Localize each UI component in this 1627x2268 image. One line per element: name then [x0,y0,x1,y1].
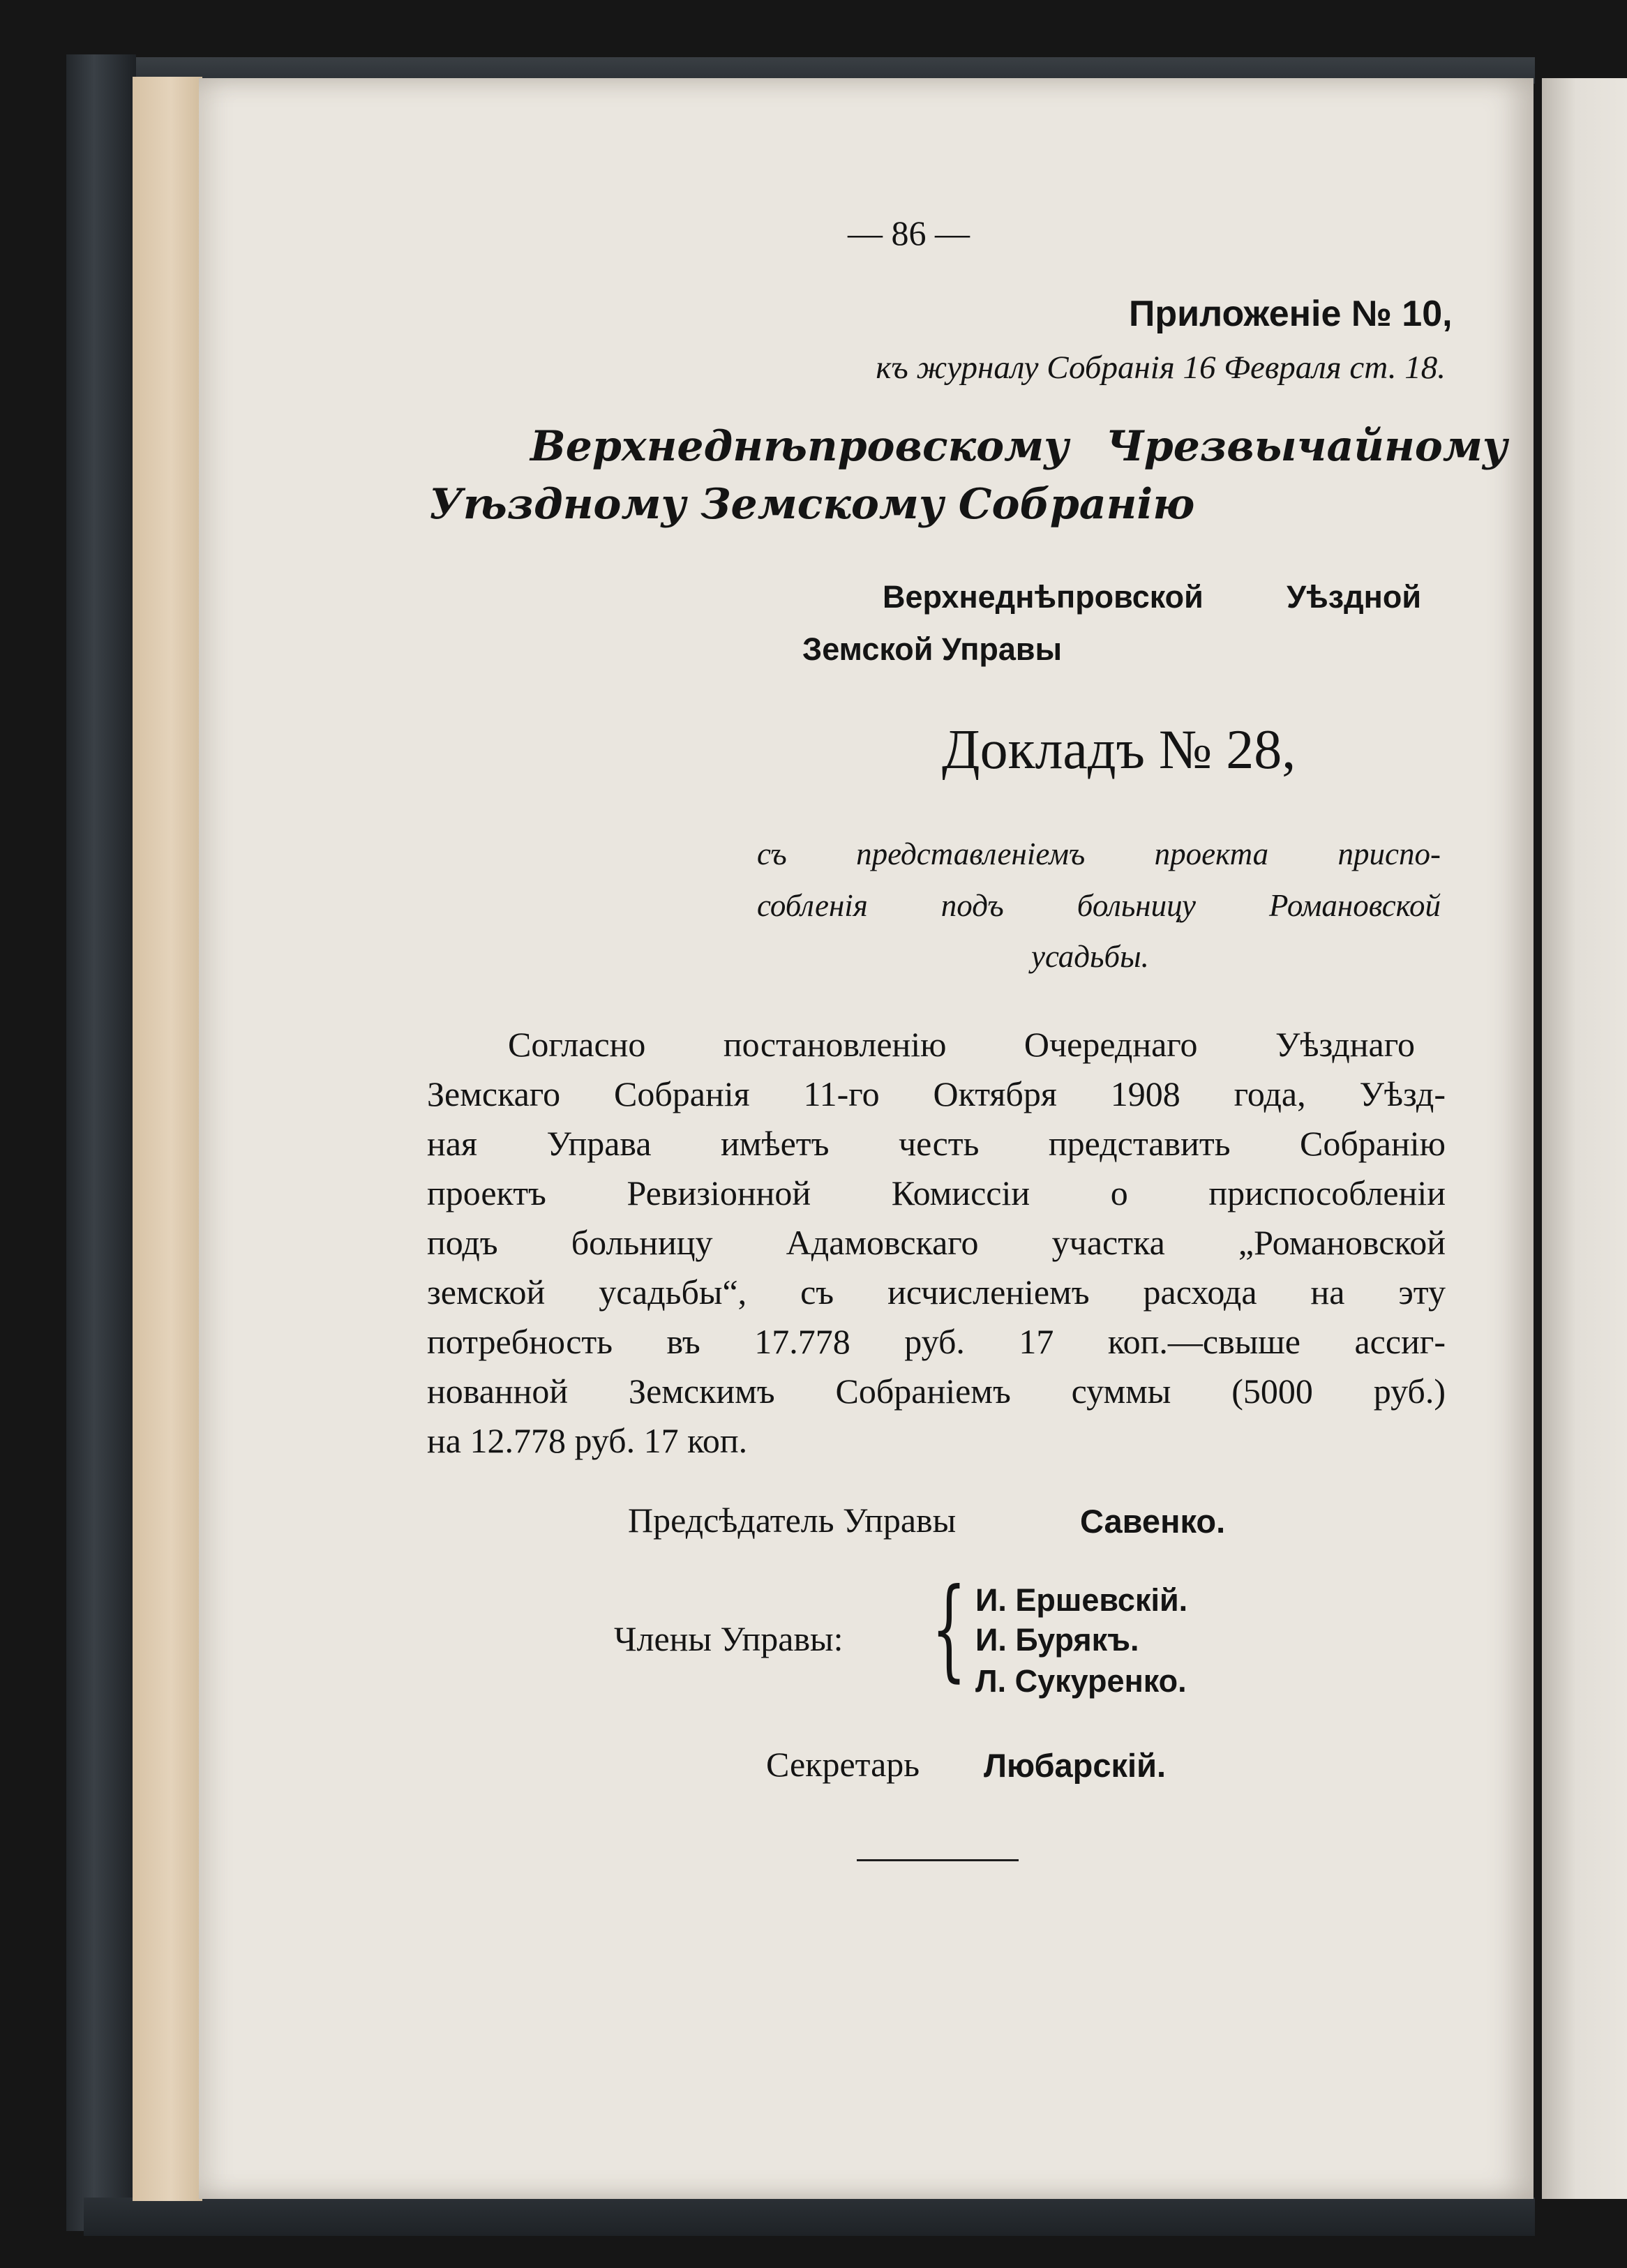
book-cover-spine-edge [66,54,136,2231]
addressee-line-1-right: Чрезвычайному [1106,422,1508,471]
journal-reference: къ журналу Собранія 16 Февраля ст. 18. [876,350,1446,386]
report-title: Докладъ № 28, [942,719,1296,781]
body-line: проектъ Ревизіонной Комиссіи о приспособленіи [427,1173,1446,1212]
report-subtitle-line-1: съ представленіемъ проекта приспо- [757,836,1441,871]
closing-rule [857,1859,1019,1861]
facing-page-edge [1542,78,1627,2199]
members-label: Члены Управы: [614,1619,844,1658]
report-subtitle-line-2: собленія подъ больницу Романовской [757,888,1441,923]
body-line: потребность въ 17.778 руб. 17 коп.—свыше ассиг- [427,1322,1446,1361]
sender-line-1: Верхнеднѣпровской Уѣздной [883,579,1421,615]
chairman-label: Предсѣдатель Управы [628,1501,957,1540]
member-name: И. Бурякъ. [975,1622,1139,1658]
body-line: земской усадьбы“, съ исчисленіемъ расхода на эту [427,1272,1446,1312]
chairman-name: Савенко. [1080,1503,1226,1540]
book-cover-bottom-edge [84,2198,1535,2236]
secretary-label: Секретарь [766,1745,920,1784]
body-line: Земскаго Собранія 11-го Октября 1908 года, Уѣзд- [427,1074,1446,1113]
endpaper-strip [133,77,202,2201]
secretary-name: Любарскій. [984,1747,1167,1784]
body-line: нованной Земскимъ Собраніемъ суммы (5000 руб.) [427,1372,1446,1411]
addressee-line-1-left: Верхнеднѣпровскому [530,422,1070,471]
body-line: на 12.778 руб. 17 коп. [427,1421,748,1460]
appendix-title: Приложеніе № 10, [1129,294,1453,334]
body-line: Согласно постановленію Очереднаго Уѣзднаго [508,1025,1415,1064]
members-brace: { [931,1565,967,1693]
page-number: — 86 — [848,213,970,253]
member-name: И. Ершевскій. [975,1582,1188,1618]
member-name: Л. Сукуренко. [975,1663,1187,1699]
sender-line-2: Земской Управы [802,631,1062,667]
body-line: подъ больницу Адамовскаго участка „Романовской [427,1223,1446,1262]
report-subtitle-line-3: усадьбы. [1031,939,1149,974]
addressee-line-2: Уѣздному Земскому Собранію [429,480,1195,529]
body-line: ная Управа имѣетъ честь представить Собранію [427,1124,1446,1163]
